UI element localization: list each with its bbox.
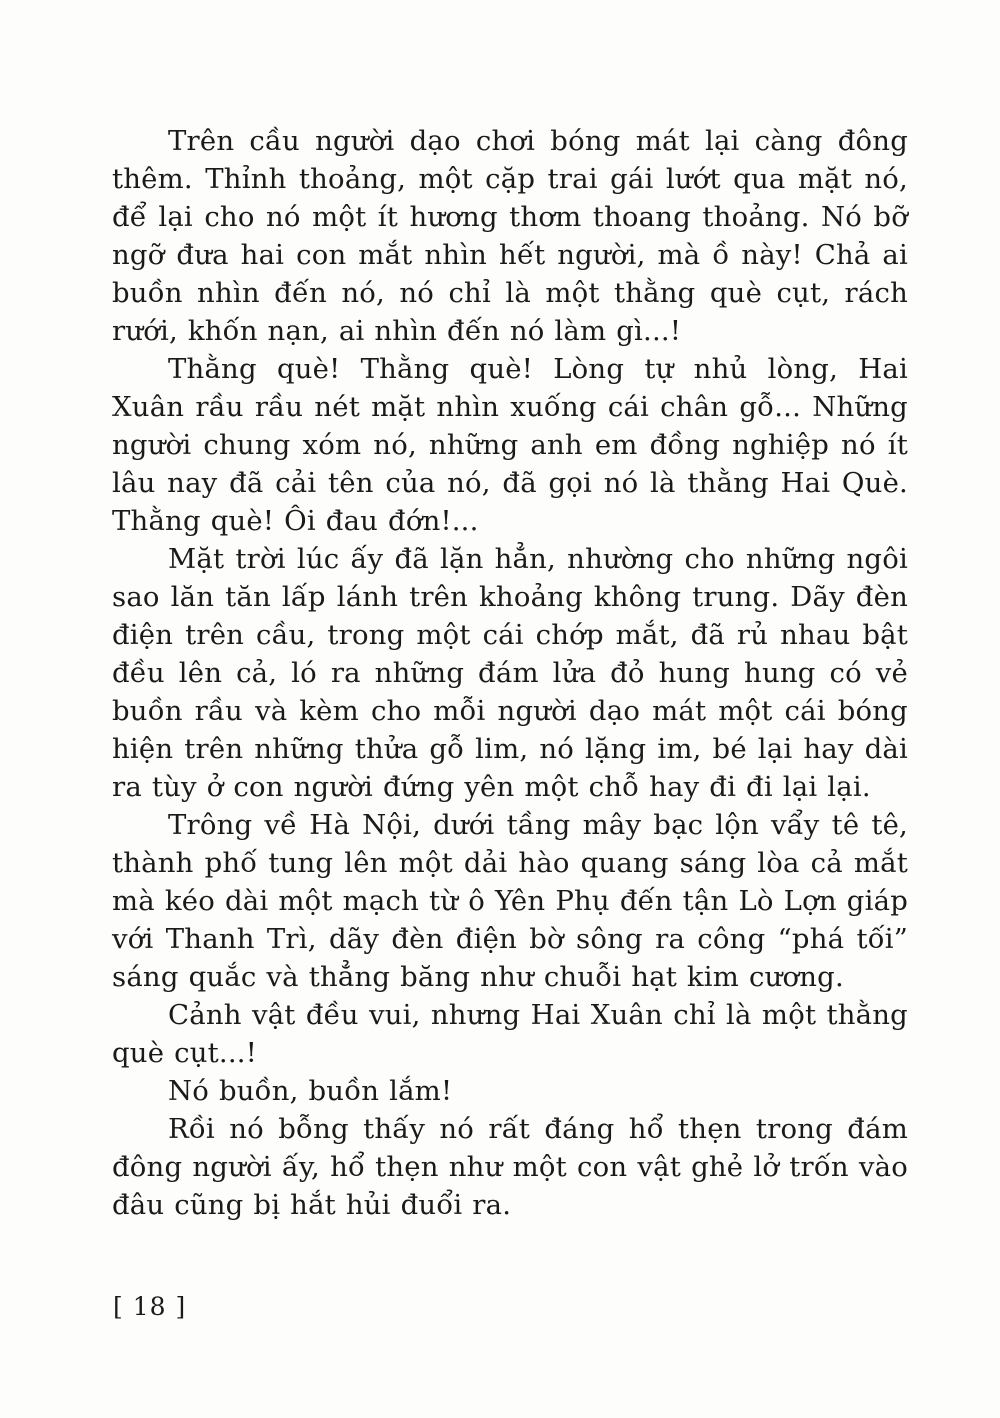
paragraph: Mặt trời lúc ấy đã lặn hẳn, nhường cho những ngôi sao lăn tăn lấp lánh trên khoảng không trung. Dãy đèn điện trên cầu, trong một cái chớp mắt, đã rủ nhau bật đều lên cả, ló ra những đám lửa đỏ hung hung có vẻ buồn rầu và kèm cho mỗi người dạo mát một cái bóng hiện trên những thửa gỗ lim, nó lặng im, bé lại hay dài ra tùy ở con người đứng yên một chỗ hay đi đi lại lại.	[112, 543, 908, 803]
text-block	[112, 122, 908, 1224]
paragraph: Trên cầu người dạo chơi bóng mát lại càng đông thêm. Thỉnh thoảng, một cặp trai gái lướt qua mặt nó, để lại cho nó một ít hương thơm thoang thoảng. Nó bỡ ngỡ đưa hai con mắt nhìn hết người, mà ồ này! Chả ai buồn nhìn đến nó, nó chỉ là một thằng què cụt, rách rưới, khốn nạn, ai nhìn đến nó làm gì...!	[112, 125, 908, 347]
paragraph: Rồi nó bỗng thấy nó rất đáng hổ thẹn trong đám đông người ấy, hổ thẹn như một con vật ghẻ lở trốn vào đâu cũng bị hắt hủi đuổi ra.	[112, 1113, 908, 1221]
paragraph: Thằng què! Thằng què! Lòng tự nhủ lòng, Hai Xuân rầu rầu nét mặt nhìn xuống cái chân gỗ... Những người chung xóm nó, những anh em đồng nghiệp nó ít lâu nay đã cải tên của nó, đã gọi nó là thằng Hai Què. Thằng què! Ôi đau đớn!...	[112, 353, 908, 537]
paragraph: Cảnh vật đều vui, nhưng Hai Xuân chỉ là một thằng què cụt...!	[112, 999, 908, 1069]
paragraph: Trông về Hà Nội, dưới tầng mây bạc lộn vẩy tê tê, thành phố tung lên một dải hào quang sáng lòa cả mắt mà kéo dài một mạch từ ô Yên Phụ đến tận Lò Lợn giáp với Thanh Trì, dãy đèn điện bờ sông ra công “phá tối” sáng quắc và thẳng băng như chuỗi hạt kim cương.	[112, 809, 908, 993]
paragraph: Nó buồn, buồn lắm!	[168, 1075, 453, 1107]
page-number: [ 18 ]	[113, 1292, 187, 1321]
